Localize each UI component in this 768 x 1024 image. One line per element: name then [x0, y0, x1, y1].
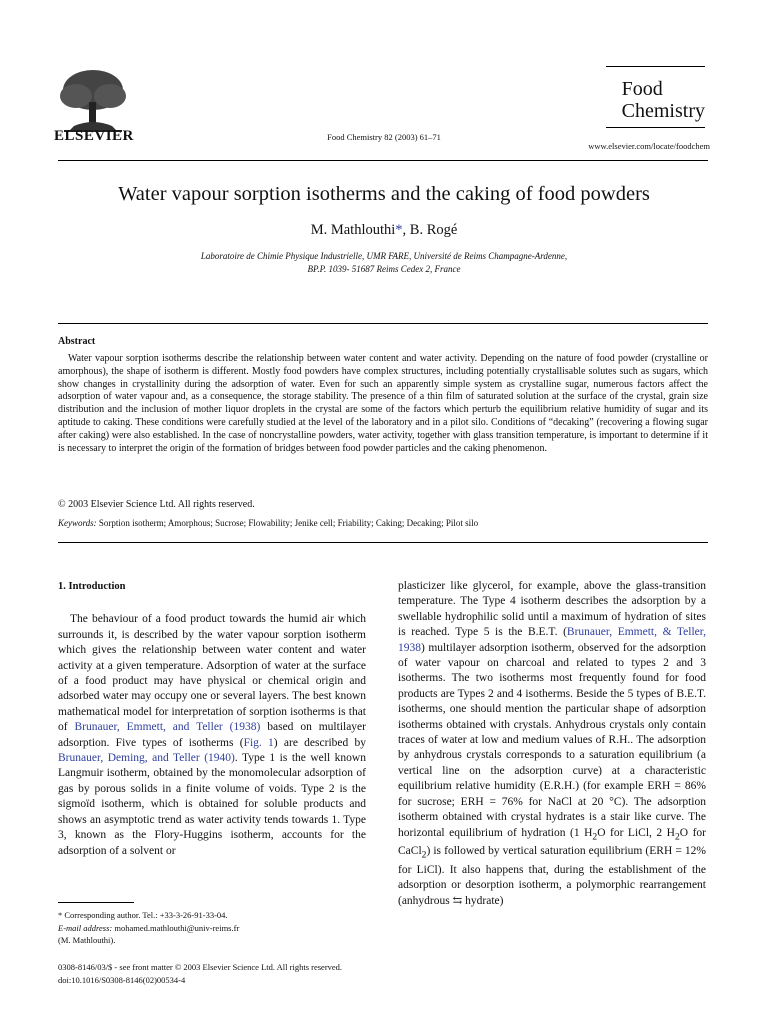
abstract-top-rule — [58, 323, 708, 324]
author-affiliation — [0, 250, 768, 276]
corresponding-author-link[interactable]: * — [395, 222, 403, 238]
subscript: 2 — [592, 830, 598, 842]
email-label: E-mail address: — [58, 922, 113, 933]
text-run: The behaviour of a food product towards the humid air which surrounds it, is described by the water vapour sorption isotherm which gives the relationship between water content and water activity at a given temperature. Adsorption of water at the surface of a food product may have physical or chemical origin and adsorbed water may occupy one or several layers. The best known mathematical model for interpretation of sorption isotherms is that of — [58, 613, 366, 734]
footnote-line-2 — [58, 922, 239, 935]
text-run: based on multilayer adsorption. Five types of isotherms ( — [58, 721, 366, 749]
journal-name-line2: Chemistry — [621, 100, 705, 122]
citation-link[interactable]: Brunauer, Emmett, and Teller (1938) — [74, 721, 261, 734]
text-run: O for LiCl, 2 H — [597, 826, 675, 839]
journal-name — [622, 78, 705, 122]
journal-url[interactable]: www.elsevier.com/locate/foodchem — [588, 141, 710, 151]
body-column-left — [58, 579, 366, 859]
page-footer — [58, 961, 342, 987]
author-1: M. Mathlouthi — [310, 222, 396, 238]
article-title: Water vapour sorption isotherms and the caking of food powders — [118, 183, 650, 205]
abstract-heading: Abstract — [58, 336, 96, 347]
author-2: , B. Rogé — [402, 222, 458, 238]
figure-link[interactable]: Fig. 1 — [243, 736, 274, 749]
text-run: ) is followed by vertical saturation equilibrium (ERH = 12% for LiCl). It also happens that, during the establishment of the adsorption or desorption isotherm, a polymorphic rearrangement (anhydrous — [398, 845, 706, 907]
header-rule — [58, 160, 708, 161]
subscript: 2 — [421, 849, 427, 861]
journal-reference: Food Chemistry 82 (2003) 61–71 — [327, 132, 441, 142]
intro-paragraph — [58, 612, 366, 859]
article-authors — [0, 222, 768, 239]
abstract-text: Water vapour sorption isotherms describe the relationship between water content and water activity. Depending on the nature of food powder (crystalline or amorphous), the shape of isotherm is different. Mostly food powders have complex structures, including potentially crystallisable solutes such as sugars, which show changes in crystallinity during the adsorption of water. Even for such an apparently simple system as crystalline sugar, numerous factors affect the adsorption of water vapour and, as a consequence, the storage stability. The presence of a thin film of saturated solution at the surface of the crystal, grain size distribution and the inclusion of mother liquor droplets in the crystal are some of the factors which perturb the equilibrium relative humidity of sugar and its aptitude to caking. These conditions were carefully studied at the level of the laboratory and in a pilot silo. Conditions of “decaking” (recovering a flowing sugar after caking) were also established. In the case of noncrystalline powders, water activity, together with glass transition temperature, is important to determine if it is necessary to interpret the origin of the formation of bridges between food powder particles and the caking phenomenon. — [58, 353, 708, 454]
footer-doi[interactable]: doi:10.1016/S0308-8146(02)00534-4 — [58, 975, 186, 985]
keywords-list: Sorption isotherm; Amorphous; Sucrose; Flowability; Jenike cell; Friability; Caking; Decaking; Pilot silo — [98, 518, 479, 528]
footnote-rule — [58, 902, 134, 903]
footnote-line-3: (M. Mathlouthi). — [58, 935, 116, 945]
citation-link[interactable]: Brunauer, Emmett, & Teller, 1938 — [398, 626, 706, 654]
footer-line-1: 0308-8146/03/$ - see front matter © 2003 Elsevier Science Ltd. All rights reserved. — [58, 962, 343, 972]
journal-name-line1: Food — [621, 78, 663, 100]
section-heading: 1. Introduction — [58, 581, 126, 592]
continued-paragraph — [398, 579, 706, 909]
publisher-name: ELSEVIER — [54, 128, 134, 144]
footnote — [58, 909, 239, 947]
text-run: hydrate) — [462, 894, 504, 907]
citation-link[interactable]: Brunauer, Deming, and Teller (1940) — [58, 752, 235, 765]
text-run: O for CaCl — [398, 826, 706, 858]
keywords-label: Keywords: — [58, 518, 97, 528]
text-run: plasticizer like glycerol, for example, above the glass-transition temperature. The Type 4 isotherm describes the adsorption by a swellable hydrophilic solid until a maximum of hydration of sites is reached. Type 5 is the B.E.T. ( — [398, 580, 706, 639]
journal-top-rule — [606, 66, 705, 67]
keywords — [58, 518, 478, 528]
footnote-line-1: * Corresponding author. Tel.: +33-3-26-91-33-04. — [58, 910, 228, 920]
text-run: ) multilayer adsorption isotherm, observed for the adsorption of water vapour on charcoal and related to types 2 and 3 isotherms. The two isotherms most frequently found for food products are Types 2 and 4 isotherms. Beside the 5 types of B.E.T. isotherms, one should mention the particular shape of adsorption isotherms obtained with crystals. Anhydrous crystals only contain traces of water at low and medium values of R.H.. The adsorption by anhydrous crystals corresponds to a saturation equilibrium (a vertical line on the adsorption curve) at a characteristic equilibrium relative humidity (E.R.H.) (for example ERH = 86% for sucrose; ERH = 76% for NaCl at 20 °C). The adsorption isotherm obtained with crystal hydrates is a stair like curve. The horizontal equilibrium of hydration (1 H — [398, 641, 706, 839]
abstract-bottom-rule — [58, 542, 708, 543]
equilibrium-arrow-icon: ⇆ — [452, 894, 463, 907]
body-column-right — [398, 579, 706, 909]
abstract-copyright: © 2003 Elsevier Science Ltd. All rights reserved. — [58, 499, 255, 510]
affiliation-line-1: Laboratoire de Chimie Physique Industrielle, UMR FARE, Université de Reims Champagne-Ardenne, — [200, 251, 568, 261]
affiliation-line-2: BP.P. 1039- 51687 Reims Cedex 2, France — [307, 264, 461, 274]
journal-bottom-rule — [606, 127, 705, 128]
text-run: ) are described by — [273, 736, 366, 749]
text-run: . Type 1 is the well known Langmuir isotherm, obtained by the monomolecular adsorption of gas by porous solids in a finite volume of voids. Type 2 is the sigmoïd isotherm, which is obtained for soluble products and shows an asymptotic trend as water activity tends towards 1. Type 3, known as the Flory-Huggins isotherm, accounts for the adsorption of a solvent or — [58, 752, 366, 857]
subscript: 2 — [674, 830, 680, 842]
email-link[interactable]: mohamed.mathlouthi@univ-reims.fr — [112, 922, 240, 933]
